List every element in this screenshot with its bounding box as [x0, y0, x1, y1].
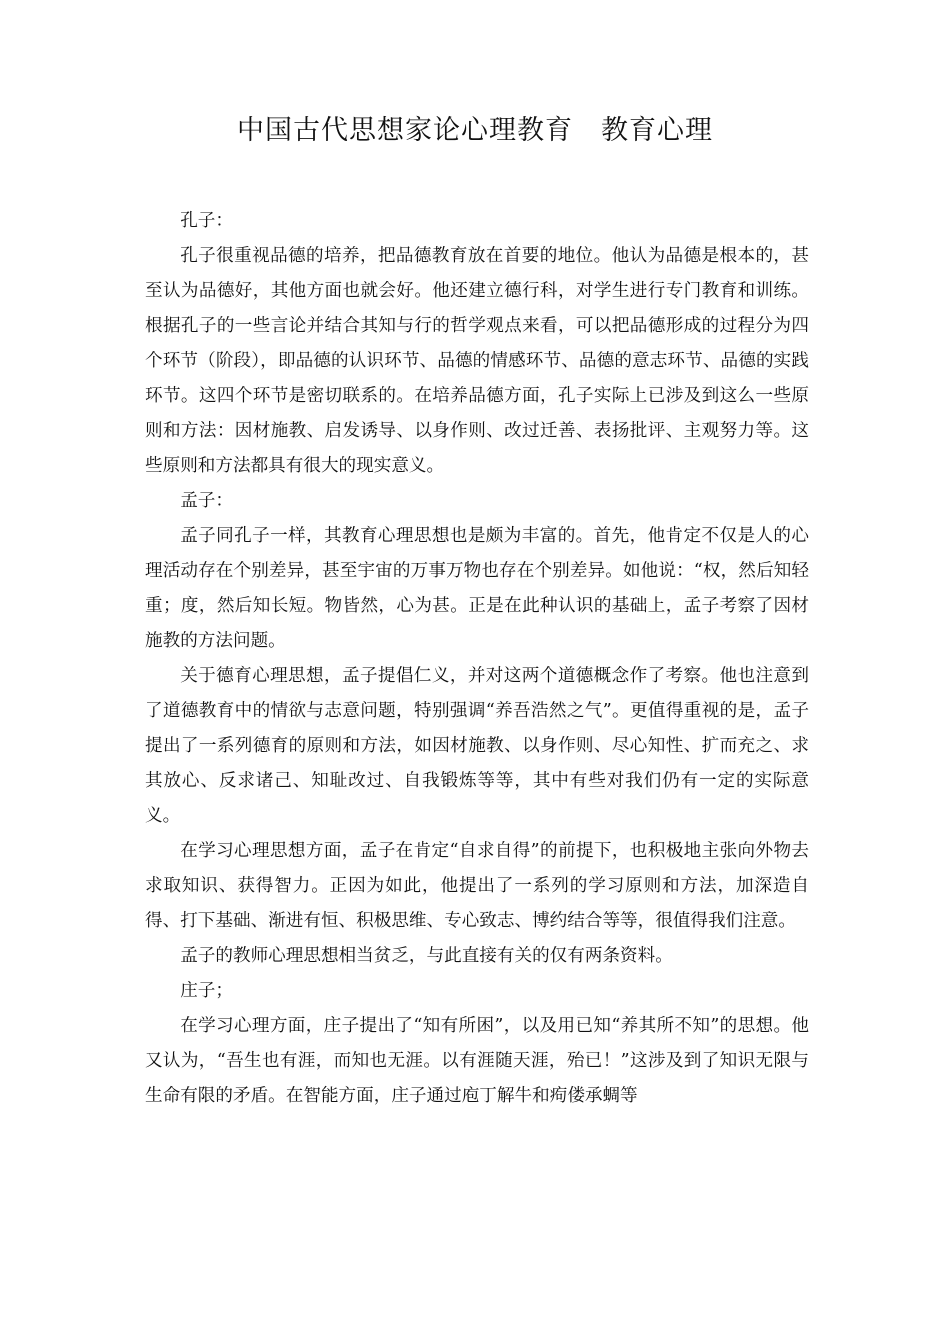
paragraph: 孟子的教师心理思想相当贫乏，与此直接有关的仅有两条资料。	[180, 946, 673, 966]
paragraph: 在学习心理方面，庄子提出了“知有所困”，以及用已知“养其所不知”的思想。他又认为，“吾生也有涯，而知也无涯。以有涯随天涯，殆已！”这涉及到了知识无限与生命有限的矛盾。在智能方面，庄子通过庖丁解牛和痀偻承蜩等	[145, 1016, 809, 1106]
document-title: 中国古代思想家论心理教育 教育心理	[237, 115, 713, 146]
document-body	[145, 204, 809, 1114]
section-heading-mencius: 孟子：	[180, 491, 233, 511]
paragraph: 在学习心理思想方面，孟子在肯定“自求自得”的前提下，也积极地主张向外物去求取知识、获得智力。正因为如此，他提出了一系列的学习原则和方法，加深造自得、打下基础、渐进有恒、积极思维、专心致志、博约结合等等，很值得我们注意。	[145, 841, 809, 931]
paragraph: 孟子同孔子一样，其教育心理思想也是颇为丰富的。首先，他肯定不仅是人的心理活动存在个别差异，甚至宇宙的万事万物也存在个别差异。如他说：“权，然后知轻重；度，然后知长短。物皆然，心为甚。正是在此种认识的基础上，孟子考察了因材施教的方法问题。	[145, 526, 809, 651]
section-heading-zhuangzi: 庄子；	[180, 981, 233, 1001]
section-heading-confucius: 孔子：	[180, 211, 233, 231]
paragraph: 孔子很重视品德的培养，把品德教育放在首要的地位。他认为品德是根本的，甚至认为品德好，其他方面也就会好。他还建立德行科，对学生进行专门教育和训练。根据孔子的一些言论并结合其知与行的哲学观点来看，可以把品德形成的过程分为四个环节（阶段），即品德的认识环节、品德的情感环节、品德的意志环节、品德的实践环节。这四个环节是密切联系的。在培养品德方面，孔子实际上已涉及到这么一些原则和方法：因材施教、启发诱导、以身作则、改过迁善、表扬批评、主观努力等。这些原则和方法都具有很大的现实意义。	[145, 246, 809, 476]
paragraph: 关于德育心理思想，孟子提倡仁义，并对这两个道德概念作了考察。他也注意到了道德教育中的情欲与志意问题，特别强调“养吾浩然之气”。更值得重视的是，孟子提出了一系列德育的原则和方法，如因材施教、以身作则、尽心知性、扩而充之、求其放心、反求诸己、知耻改过、自我锻炼等等，其中有些对我们仍有一定的实际意义。	[145, 666, 809, 826]
